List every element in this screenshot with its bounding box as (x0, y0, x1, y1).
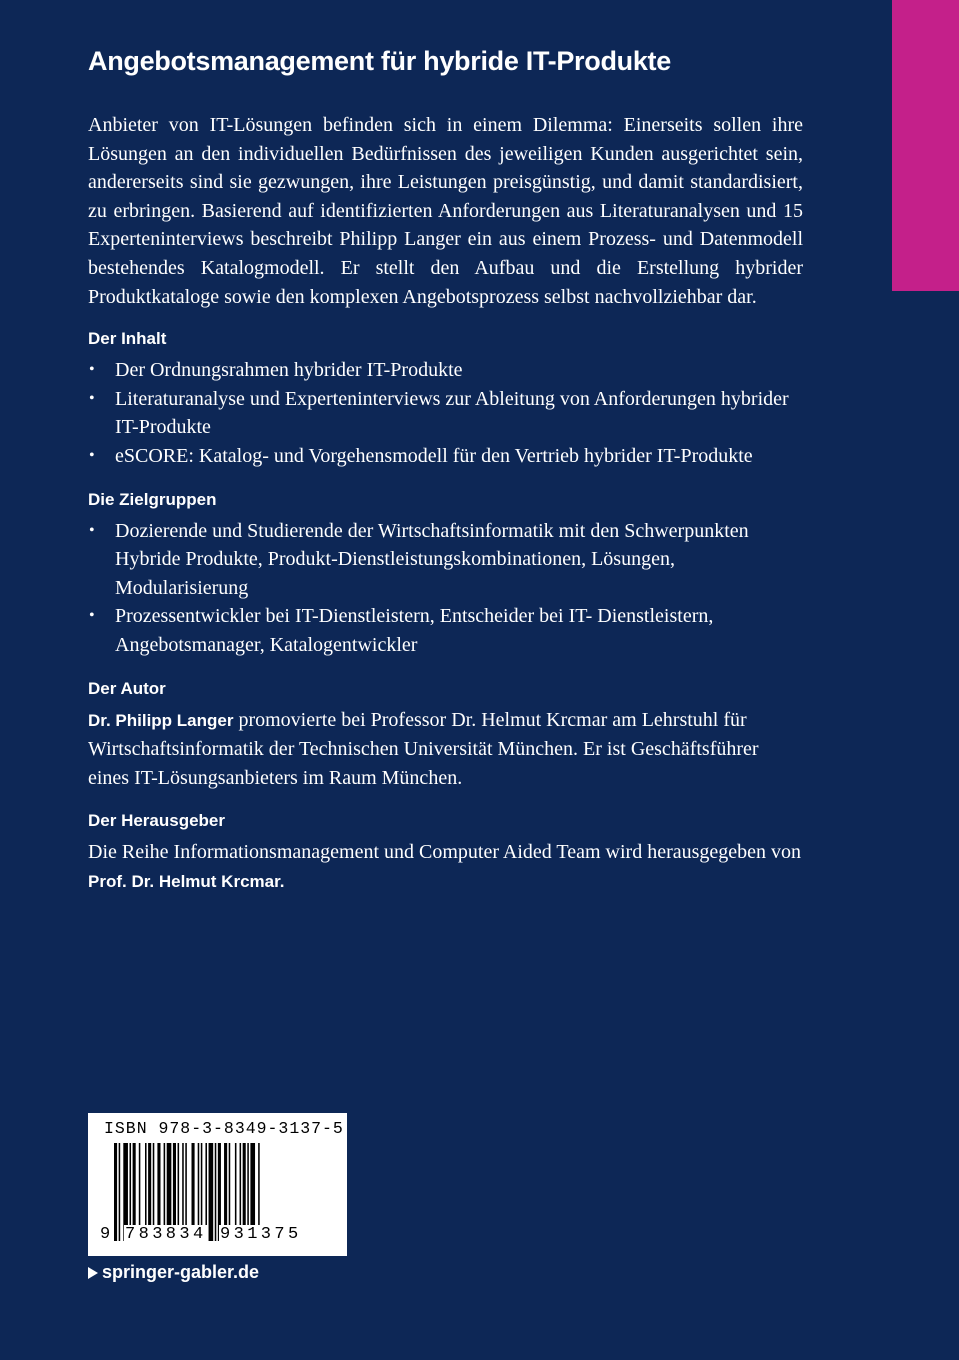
ean-first-digit: 9 (100, 1225, 111, 1244)
list-item: • eSCORE: Katalog- und Vorgehensmodell für den Vertrieb hybrider IT-Produkte (88, 442, 803, 471)
list-item: • Prozessentwickler bei IT-Dienstleistern, Entscheider bei IT- Dienstleistern, Angebotsmanager, Katalogentwickler (88, 602, 803, 659)
editor-name: Prof. Dr. Helmut Krcmar. (88, 871, 285, 891)
list-item: • Literaturanalyse und Experteninterviews zur Ableitung von Anforderungen hybrider IT-Produkte (88, 385, 803, 442)
editor-paragraph (88, 838, 803, 896)
isbn-barcode (88, 1113, 347, 1256)
section-heading-autor: Der Autor (88, 678, 166, 698)
book-title: Angebotsmanagement für hybride IT-Produkte (88, 46, 671, 76)
section-zielgruppen (88, 489, 803, 660)
ean-right-digits: 931375 (220, 1225, 302, 1244)
section-inhalt (88, 328, 803, 470)
editor-text: Die Reihe Informationsmanagement und Computer Aided Team wird herausgegeben von (88, 841, 802, 864)
publisher-website[interactable] (88, 1262, 259, 1283)
ean-left-digits: 783834 (125, 1225, 207, 1244)
barcode-bar (119, 1143, 121, 1241)
barcode-bar (114, 1143, 117, 1241)
inhalt-list (88, 356, 803, 470)
barcode-bar (209, 1143, 214, 1241)
isbn-number: ISBN 978-3-8349-3137-5 (104, 1119, 344, 1138)
section-heading-inhalt: Der Inhalt (88, 329, 167, 349)
list-item: • Der Ordnungsrahmen hybrider IT-Produkte (88, 356, 803, 385)
website-label: springer-gabler.de (102, 1262, 260, 1282)
magenta-accent-tab (892, 0, 959, 291)
section-heading-herausgeber: Der Herausgeber (88, 811, 226, 831)
author-paragraph (88, 706, 803, 793)
intro-paragraph: Anbieter von IT-Lösungen befinden sich in einem Dilemma: Einerseits sollen ihre Lösungen an den individuellen Bedürfnissen des jeweiligen Kunden ausgerichtet sein, andererseits sind sie gezwungen, ihre Leistungen preisgünstig, und damit standardisiert, zu erbringen. Basierend auf identifizierten Anforderungen aus Literaturanalysen und 15 Experteninterviews beschreibt Philipp Langer ein aus einem Prozess- und Datenmodell bestehendes Katalogmodell. Er stellt den Aufbau und die Erstellung hybrider Produktkataloge sowie den komplexen Angebotsprozess selbst nachvollziehbar dar. (88, 114, 803, 308)
list-item: • Dozierende und Studierende der Wirtschaftsinformatik mit den Schwerpunkten Hybride Produkte, Produkt-Dienstleistungskombinationen, Lösungen, Modularisierung (88, 517, 803, 603)
zielgruppen-list (88, 517, 803, 660)
author-text: promovierte bei Professor Dr. Helmut Krcmar am Lehrstuhl für Wirtschaftsinformatik der Technischen Universität München. Er ist Geschäftsführer eines IT-Lösungsanbieters im Raum München. (88, 708, 759, 789)
back-cover-text (88, 111, 803, 914)
section-herausgeber (88, 810, 803, 896)
section-heading-zielgruppen: Die Zielgruppen (88, 489, 217, 509)
section-autor (88, 678, 803, 793)
barcode-bar (215, 1143, 217, 1241)
author-name: Dr. Philipp Langer (88, 710, 234, 730)
play-arrow-icon (88, 1267, 98, 1279)
